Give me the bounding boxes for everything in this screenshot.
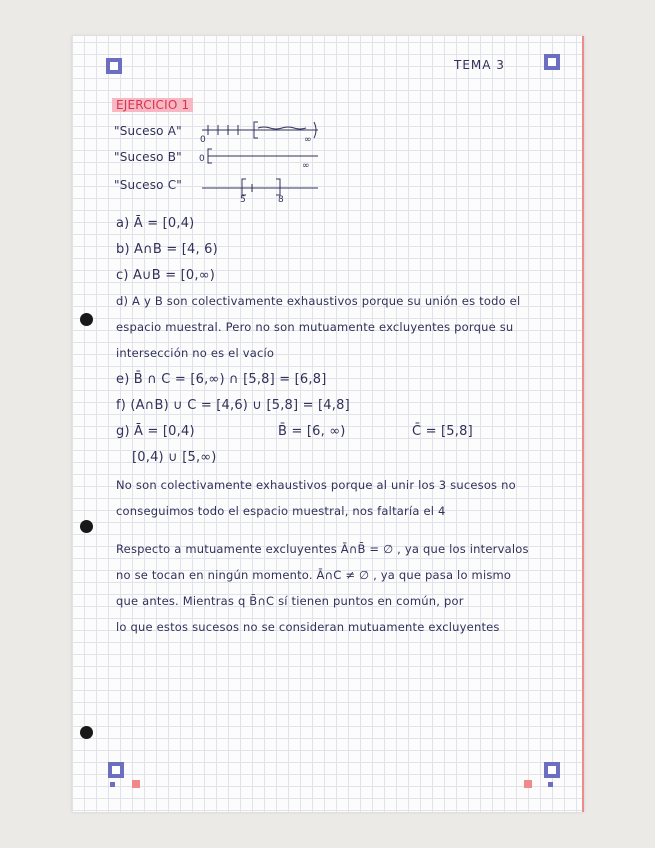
tick-zero: 0 bbox=[199, 154, 205, 164]
paragraph-exhaustive-line2: conseguimos todo el espacio muestral, nos faltaría el 4 bbox=[116, 504, 446, 518]
header-tema: TEMA 3 bbox=[454, 58, 505, 72]
exercise-title: EJERCICIO 1 bbox=[112, 98, 193, 112]
answer-g-b: B̄ = [6, ∞) bbox=[278, 424, 346, 439]
paragraph-exclusive-line4: lo que estos sucesos no se consideran mutuamente excluyentes bbox=[116, 620, 500, 634]
corner-mark-icon bbox=[544, 762, 560, 778]
paragraph-exclusive-line2: no se tocan en ningún momento. Ā∩C ≠ ∅ , ya que pasa lo mismo bbox=[116, 568, 512, 582]
tick-zero: 0 bbox=[200, 135, 206, 145]
corner-dot-icon bbox=[110, 782, 115, 787]
notebook-page bbox=[72, 36, 584, 812]
tick-five: 5 bbox=[240, 195, 246, 205]
suceso-c-label: "Suceso C" bbox=[114, 178, 183, 192]
binder-hole bbox=[80, 520, 93, 533]
answer-a: a) Ā = [0,4) bbox=[116, 216, 195, 231]
answer-f: f) (A∩B) ∪ C = [4,6) ∪ [5,8] = [4,8] bbox=[116, 398, 350, 413]
corner-mark-icon bbox=[108, 762, 124, 778]
answer-g-union: [0,4) ∪ [5,∞) bbox=[132, 450, 217, 465]
number-line-a bbox=[200, 120, 320, 144]
corner-square-icon bbox=[524, 780, 532, 788]
margin-line bbox=[582, 36, 584, 812]
suceso-b-label: "Suceso B" bbox=[114, 150, 182, 164]
answer-c: c) A∪B = [0,∞) bbox=[116, 268, 216, 283]
answer-g-c: C̄ = [5,8] bbox=[412, 424, 473, 439]
tick-infinity: ∞ bbox=[302, 161, 310, 171]
corner-mark-icon bbox=[544, 54, 560, 70]
tick-eight: 8 bbox=[278, 195, 284, 205]
paragraph-exhaustive-line1: No son colectivamente exhaustivos porque al unir los 3 sucesos no bbox=[116, 478, 516, 492]
paragraph-exclusive-line3: que antes. Mientras q B̄∩C sí tienen puntos en común, por bbox=[116, 594, 464, 608]
binder-hole bbox=[80, 313, 93, 326]
answer-d-line3: intersección no es el vacío bbox=[116, 346, 275, 360]
answer-d-line1: d) A y B son colectivamente exhaustivos porque su unión es todo el bbox=[116, 294, 521, 308]
tick-infinity: ∞ bbox=[304, 135, 312, 145]
suceso-a-label: "Suceso A" bbox=[114, 124, 182, 138]
corner-dot-icon bbox=[548, 782, 553, 787]
answer-g-a: g) Ā = [0,4) bbox=[116, 424, 195, 439]
paragraph-exclusive-line1: Respecto a mutuamente excluyentes Ā∩B̄ = ∅ , ya que los intervalos bbox=[116, 542, 529, 556]
binder-hole bbox=[80, 726, 93, 739]
corner-square-icon bbox=[132, 780, 140, 788]
corner-mark-icon bbox=[106, 58, 122, 74]
answer-b: b) A∩B = [4, 6) bbox=[116, 242, 218, 257]
number-line-c bbox=[200, 176, 320, 198]
answer-e: e) B̄ ∩ C = [6,∞) ∩ [5,8] = [6,8] bbox=[116, 372, 327, 387]
answer-d-line2: espacio muestral. Pero no son mutuamente excluyentes porque su bbox=[116, 320, 514, 334]
